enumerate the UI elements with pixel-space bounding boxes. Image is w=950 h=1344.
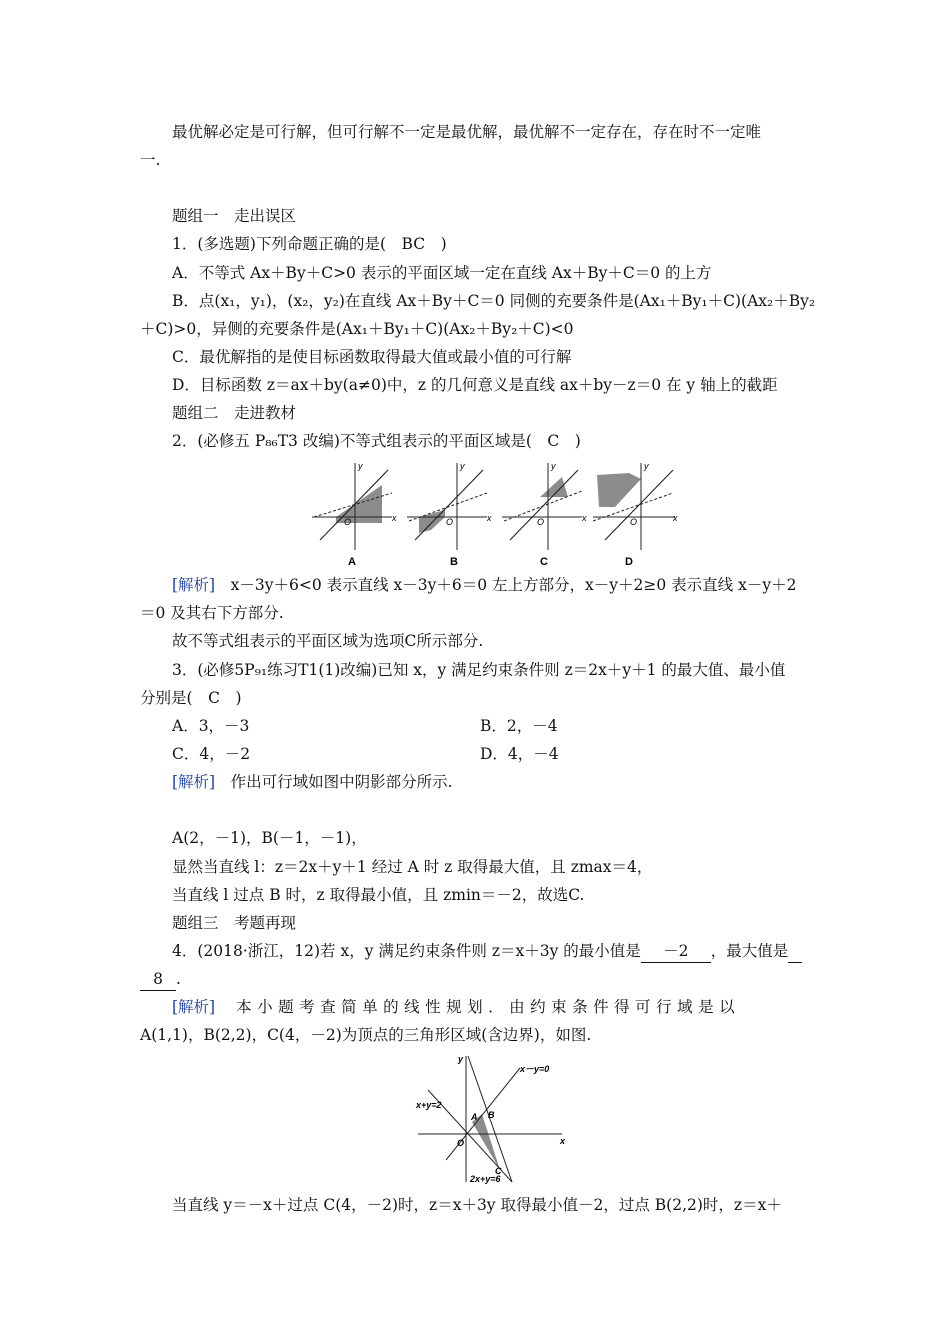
q3-option-a: A．3，－3 xyxy=(172,717,250,735)
q4-label-b: B xyxy=(488,1110,495,1120)
q2-axis-x: x xyxy=(582,513,587,523)
q2-solution-tag: [解析] xyxy=(172,576,216,594)
q4-label-c: C xyxy=(495,1166,502,1176)
q1-option-c: C．最优解指的是使目标函数取得最大值或最小值的可行解 xyxy=(172,348,572,366)
q4-answer-min: －2 xyxy=(641,940,711,963)
q2-origin: O xyxy=(630,517,638,527)
q4-answer-max: 8 xyxy=(140,968,176,991)
q2-origin: O xyxy=(446,517,454,527)
q1-option-d: D．目标函数 z＝ax＋by(a≠0)中，z 的几何意义是直线 ax＋by－z＝0 在 y 轴上的截距 xyxy=(172,376,778,394)
q2-stem: 2．(必修五 P₈₆T3 改编)不等式组表示的平面区域是( C ) xyxy=(172,432,581,450)
q2-label-d: D xyxy=(625,556,633,568)
q2-panel-d xyxy=(593,461,678,568)
q2-axis-x: x xyxy=(673,513,678,523)
q2-figure xyxy=(300,455,680,570)
q4-axis-y: y xyxy=(458,1054,464,1064)
q1-answer: BC xyxy=(401,235,426,253)
q2-axis-y: y xyxy=(644,461,649,471)
q2-origin: O xyxy=(537,517,545,527)
q3-option-c: C．4，－2 xyxy=(172,745,251,763)
q2-solution-line2: ＝0 及其右下方部分. xyxy=(140,604,284,622)
q1-stem: 1．(多选题)下列命题正确的是( BC ) xyxy=(172,235,447,253)
q2-answer: C xyxy=(547,432,560,450)
q3-solution-line2: A(2，－1)，B(－1，－1)， xyxy=(172,829,367,847)
group1-title: 题组一 走出误区 xyxy=(172,207,297,225)
q3-options-row2 xyxy=(172,743,816,765)
q3-option-b: B．2，－4 xyxy=(480,717,558,735)
q3-options-row1 xyxy=(172,715,816,737)
q2-region-d xyxy=(597,473,641,507)
group2-title: 题组二 走进教材 xyxy=(172,404,297,422)
q4-solution-line1: [解析] 本小题考查简单的线性规划．由约束条件得可行域是以 xyxy=(172,998,741,1016)
q3-solution-tag: [解析] xyxy=(172,773,216,791)
q2-label-a: A xyxy=(348,556,356,568)
q2-panel-b xyxy=(407,461,492,568)
q4-stem-line2: 8 . xyxy=(140,968,816,991)
q2-origin: O xyxy=(344,517,352,527)
q1-option-b-line2: ＋C)>0，异侧的充要条件是(Ax₁＋By₁＋C)(Ax₂＋By₂＋C)<0 xyxy=(140,320,574,338)
q2-panel-a xyxy=(312,461,397,568)
q2-solution-line3: 故不等式组表示的平面区域为选项C所示部分. xyxy=(172,632,484,650)
intro-line-1: 最优解必定是可行解，但可行解不一定是最优解，最优解不一定存在，存在时不一定唯 xyxy=(172,123,762,141)
q3-stem-line1: 3．(必修5P₉₁练习T1(1)改编)已知 x，y 满足约束条件则 z＝2x＋y＋1 的最大值、最小值 xyxy=(172,661,786,679)
q2-panel-c xyxy=(502,461,587,568)
q2-axis-y: y xyxy=(551,461,556,471)
q3-solution-line3: 显然当直线 l：z＝2x＋y＋1 经过 A 时 z 取得最大值，且 zmax＝4， xyxy=(172,858,653,876)
group3-title: 题组三 考题再现 xyxy=(172,914,297,932)
q4-stem: 4．(2018·浙江，12)若 x，y 满足约束条件则 z＝x＋3y 的最小值是 －2 ，最大值是 xyxy=(172,940,816,963)
q1-option-b-line1: B．点(x₁，y₁)，(x₂，y₂)在直线 Ax＋By＋C＝0 同侧的充要条件是(Ax₁＋By₁＋C)(Ax₂＋By₂ xyxy=(172,292,816,310)
q4-axis-x: x xyxy=(560,1136,566,1146)
q3-answer: C xyxy=(208,689,220,707)
q1-option-a: A．不等式 Ax＋By＋C>0 表示的平面区域一定在直线 Ax＋By＋C＝0 的上方 xyxy=(172,264,712,282)
q2-axis-x: x xyxy=(487,513,492,523)
q2-solution-line1: [解析] x－3y＋6<0 表示直线 x－3y＋6＝0 左上方部分，x－y＋2≥0 表示直线 x－y＋2 xyxy=(172,576,797,594)
q4-label-o: O xyxy=(457,1138,465,1148)
q2-label-b: B xyxy=(450,556,458,568)
q4-label-line2: x+y=2 xyxy=(416,1100,442,1110)
q4-solution-line2: A(1,1)，B(2,2)，C(4，－2)为顶点的三角形区域(含边界)，如图. xyxy=(140,1026,592,1044)
q3-solution-line1: [解析] 作出可行域如图中阴影部分所示. xyxy=(172,773,453,791)
q4-solution-line3: 当直线 y＝－x＋过点 C(4，－2)时，z＝x＋3y 取得最小值－2，过点 B(2,2)时，z＝x＋ xyxy=(172,1196,782,1214)
q2-axis-y: y xyxy=(358,461,363,471)
q4-solution-tag: [解析] xyxy=(172,998,216,1016)
q2-axis-y: y xyxy=(460,461,465,471)
intro-line-2: 一. xyxy=(140,151,161,169)
q4-label-line1: x－y=0 xyxy=(520,1064,550,1074)
q4-label-line3: 2x+y=6 xyxy=(470,1174,501,1184)
q2-axis-x: x xyxy=(392,513,397,523)
q3-solution-line4: 当直线 l 过点 B 时，z 取得最小值，且 zmin＝－2，故选C. xyxy=(172,886,585,904)
q4-figure xyxy=(410,1048,580,1188)
q2-label-c: C xyxy=(540,556,548,568)
q4-label-a: A xyxy=(471,1112,478,1122)
q3-option-d: D．4，－4 xyxy=(480,745,559,763)
q3-stem-line2: 分别是( C ) xyxy=(140,689,242,707)
